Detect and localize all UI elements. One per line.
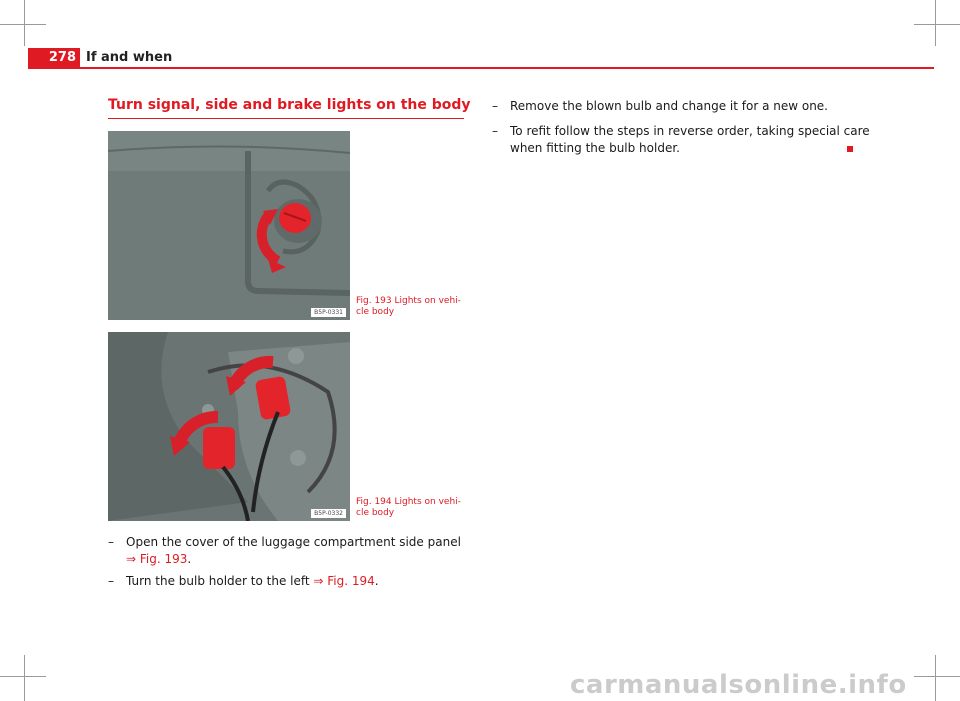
figure-193-illustration <box>108 131 350 320</box>
step-dash: – <box>492 99 498 113</box>
header-rule <box>28 67 934 69</box>
step-text <box>126 534 461 568</box>
step-text-tail: . <box>187 552 192 566</box>
section-title: Turn signal, side and brake lights on the body <box>108 97 471 113</box>
figure-194 <box>108 332 350 521</box>
figure-link[interactable]: ⇒ Fig. 193 <box>126 552 188 566</box>
step-dash: – <box>492 124 498 138</box>
figure-code: B5P-0331 <box>311 308 346 317</box>
figure-link[interactable]: ⇒ Fig. 194 <box>313 574 375 588</box>
crop-mark <box>914 676 960 677</box>
caption-line: cle body <box>356 307 395 317</box>
crop-mark <box>935 0 936 46</box>
crop-mark <box>24 0 25 46</box>
crop-mark <box>935 655 936 701</box>
step-text: Remove the blown bulb and change it for a new one. <box>510 99 828 113</box>
figure-code: B5P-0332 <box>311 509 346 518</box>
step-text-tail: . <box>374 574 379 588</box>
step-text-line: Turn the bulb holder to the left <box>126 574 314 588</box>
step-text <box>510 123 870 157</box>
crop-mark <box>914 24 960 25</box>
caption-line: cle body <box>356 508 395 518</box>
caption-line: Fig. 193 Lights on vehi- <box>356 296 461 306</box>
page-header-title: If and when <box>86 50 173 65</box>
step-text-line: Open the cover of the luggage compartment side panel <box>126 535 461 549</box>
crop-mark <box>0 676 46 677</box>
step-item <box>108 534 468 574</box>
section-rule <box>108 118 464 119</box>
crop-mark <box>24 655 25 701</box>
step-dash: – <box>108 535 114 549</box>
watermark: carmanualsonline.info <box>570 670 907 700</box>
step-text <box>126 573 379 590</box>
step-item <box>492 98 862 118</box>
step-text-line: when fitting the bulb holder. <box>510 141 680 155</box>
figure-194-caption <box>356 497 466 519</box>
page-number: 278 <box>28 48 80 68</box>
step-dash: – <box>108 574 114 588</box>
step-item <box>492 123 870 163</box>
figure-193 <box>108 131 350 320</box>
step-item <box>108 573 468 593</box>
section-end-marker <box>847 146 853 152</box>
crop-mark <box>0 24 46 25</box>
caption-line: Fig. 194 Lights on vehi- <box>356 497 461 507</box>
figure-193-caption <box>356 296 466 318</box>
figure-194-illustration <box>108 332 350 521</box>
step-text-line: To refit follow the steps in reverse order, taking special care <box>510 124 870 138</box>
